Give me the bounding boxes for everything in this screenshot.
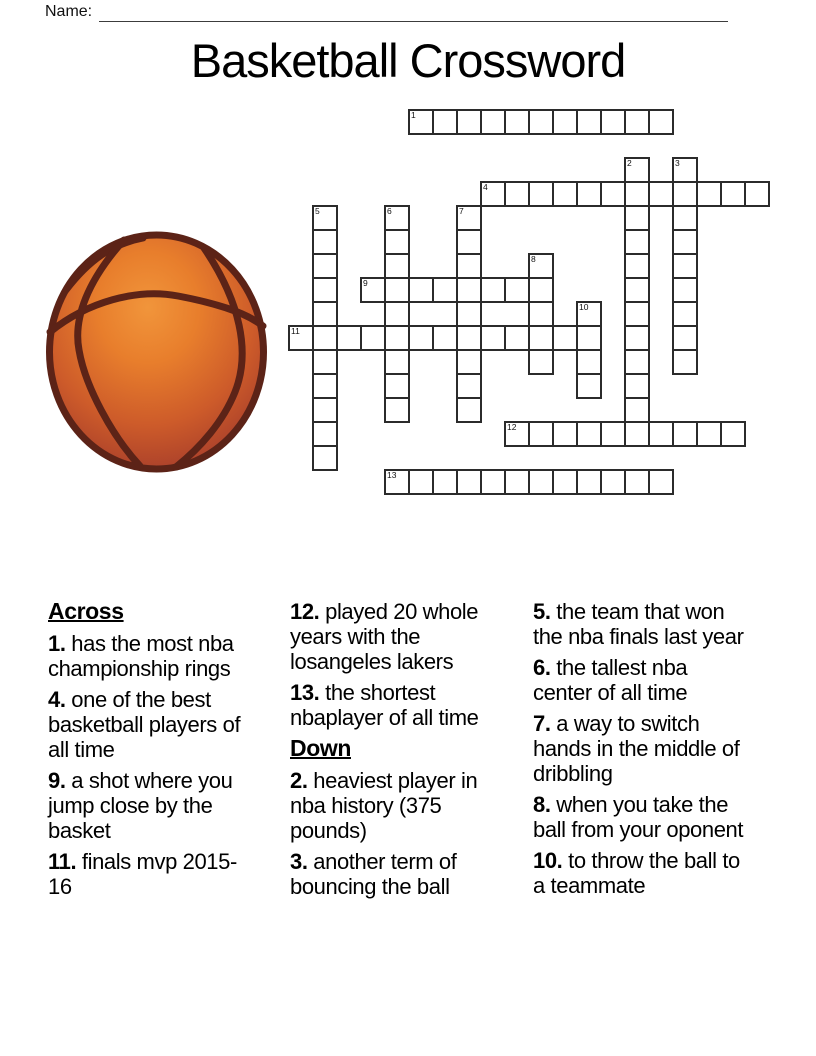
crossword-cell[interactable] — [624, 205, 650, 231]
crossword-cell[interactable] — [384, 301, 410, 327]
crossword-cell[interactable] — [408, 277, 434, 303]
crossword-cell[interactable] — [600, 181, 626, 207]
crossword-cell[interactable] — [384, 397, 410, 423]
crossword-cell[interactable] — [648, 469, 674, 495]
crossword-cell[interactable] — [624, 109, 650, 135]
grid-number-9: 9 — [363, 278, 368, 288]
crossword-cell[interactable] — [576, 181, 602, 207]
crossword-cell[interactable] — [408, 469, 434, 495]
crossword-cell[interactable] — [456, 277, 482, 303]
crossword-grid — [288, 109, 772, 497]
crossword-cell[interactable] — [312, 253, 338, 279]
crossword-cell[interactable] — [504, 277, 530, 303]
crossword-cell[interactable] — [432, 325, 458, 351]
crossword-cell[interactable] — [648, 421, 674, 447]
grid-number-6: 6 — [387, 206, 392, 216]
crossword-cell[interactable] — [552, 109, 578, 135]
crossword-cell[interactable] — [624, 325, 650, 351]
basketball-icon — [45, 231, 268, 473]
crossword-cell[interactable] — [384, 277, 410, 303]
crossword-cell[interactable] — [480, 109, 506, 135]
grid-number-2: 2 — [627, 158, 632, 168]
crossword-cell[interactable] — [648, 181, 674, 207]
grid-number-7: 7 — [459, 206, 464, 216]
crossword-cell[interactable] — [624, 277, 650, 303]
crossword-cell[interactable] — [552, 469, 578, 495]
crossword-cell[interactable] — [720, 421, 746, 447]
crossword-cell[interactable] — [360, 325, 386, 351]
crossword-cell[interactable] — [456, 349, 482, 375]
grid-number-13: 13 — [387, 470, 397, 480]
crossword-cell[interactable] — [624, 421, 650, 447]
clue-across-11: 11. finals mvp 2015-16 — [48, 849, 237, 899]
clue-number-label: 5. — [533, 599, 551, 624]
crossword-cell[interactable] — [480, 469, 506, 495]
crossword-cell[interactable] — [312, 445, 338, 471]
crossword-cell[interactable] — [384, 373, 410, 399]
crossword-cell[interactable] — [480, 325, 506, 351]
crossword-cell[interactable] — [432, 109, 458, 135]
clue-across-13: 13. the shortest nbaplayer of all time — [290, 680, 479, 730]
crossword-cell[interactable] — [552, 181, 578, 207]
crossword-cell[interactable] — [504, 325, 530, 351]
crossword-cell[interactable] — [312, 229, 338, 255]
grid-number-1: 1 — [411, 110, 416, 120]
clue-column-2 — [290, 599, 480, 905]
crossword-cell[interactable] — [648, 109, 674, 135]
page-title: Basketball Crossword — [190, 34, 626, 87]
crossword-cell[interactable] — [720, 181, 746, 207]
clue-column-3 — [533, 599, 747, 904]
clue-number-label: 10. — [533, 848, 563, 873]
clue-down-6: 6. the tallest nba center of all time — [533, 655, 688, 705]
grid-number-11: 11 — [291, 326, 300, 336]
crossword-cell[interactable] — [696, 421, 722, 447]
clue-number-label: 11. — [48, 849, 77, 874]
crossword-cell[interactable] — [576, 421, 602, 447]
crossword-cell[interactable] — [624, 373, 650, 399]
crossword-cell[interactable] — [744, 181, 770, 207]
crossword-cell[interactable] — [312, 277, 338, 303]
crossword-cell[interactable] — [552, 325, 578, 351]
crossword-cell[interactable] — [600, 421, 626, 447]
crossword-cell[interactable] — [696, 181, 722, 207]
crossword-cell[interactable] — [624, 181, 650, 207]
crossword-cell[interactable] — [624, 253, 650, 279]
clue-number-label: 9. — [48, 768, 66, 793]
crossword-cell[interactable] — [456, 301, 482, 327]
grid-number-12: 12 — [507, 422, 517, 432]
crossword-cell[interactable] — [624, 349, 650, 375]
crossword-cell[interactable] — [672, 229, 698, 255]
clue-number-label: 3. — [290, 849, 308, 874]
clue-number-label: 13. — [290, 680, 320, 705]
crossword-cell[interactable] — [456, 469, 482, 495]
crossword-cell[interactable] — [432, 277, 458, 303]
crossword-cell[interactable] — [552, 421, 578, 447]
crossword-cell[interactable] — [528, 325, 554, 351]
crossword-cell[interactable] — [672, 349, 698, 375]
crossword-cell[interactable] — [528, 469, 554, 495]
crossword-cell[interactable] — [672, 421, 698, 447]
clue-column-1 — [48, 599, 255, 905]
crossword-cell[interactable] — [456, 325, 482, 351]
crossword-cell[interactable] — [528, 301, 554, 327]
crossword-cell[interactable] — [672, 301, 698, 327]
crossword-cell[interactable] — [624, 469, 650, 495]
crossword-cell[interactable] — [456, 109, 482, 135]
down-heading: Down — [290, 735, 351, 761]
crossword-cell[interactable] — [672, 253, 698, 279]
crossword-cell[interactable] — [432, 469, 458, 495]
crossword-cell[interactable] — [504, 181, 530, 207]
crossword-cell[interactable] — [456, 397, 482, 423]
crossword-cell[interactable] — [384, 325, 410, 351]
crossword-cell[interactable] — [312, 301, 338, 327]
crossword-cell[interactable] — [576, 469, 602, 495]
clue-down-2: 2. heaviest player in nba history (375 pounds) — [290, 768, 478, 843]
crossword-cell[interactable] — [672, 181, 698, 207]
crossword-cell[interactable] — [576, 349, 602, 375]
clue-down-8: 8. when you take the ball from your oponent — [533, 792, 744, 842]
crossword-cell[interactable] — [528, 181, 554, 207]
crossword-cell[interactable] — [504, 109, 530, 135]
clue-number-label: 1. — [48, 631, 66, 656]
crossword-cell[interactable] — [528, 349, 554, 375]
clue-number-label: 6. — [533, 655, 551, 680]
crossword-cell[interactable] — [672, 205, 698, 231]
basketball-image — [45, 231, 268, 473]
crossword-cell[interactable] — [384, 229, 410, 255]
crossword-cell[interactable] — [312, 349, 338, 375]
crossword-cell[interactable] — [456, 253, 482, 279]
name-label: Name: — [45, 3, 93, 20]
crossword-cell[interactable] — [384, 349, 410, 375]
grid-number-4: 4 — [483, 182, 488, 192]
crossword-cell[interactable] — [312, 373, 338, 399]
clue-across-12: 12. played 20 whole years with the losangeles lakers — [290, 599, 479, 674]
clue-across-4: 4. one of the best basketball players of all time — [48, 687, 241, 762]
crossword-cell[interactable] — [384, 253, 410, 279]
crossword-cell[interactable] — [312, 397, 338, 423]
crossword-cell[interactable] — [336, 325, 362, 351]
crossword-cell[interactable] — [312, 421, 338, 447]
clue-number-label: 8. — [533, 792, 551, 817]
clue-number-label: 12. — [290, 599, 320, 624]
grid-number-5: 5 — [315, 206, 320, 216]
crossword-cell[interactable] — [576, 373, 602, 399]
clue-number-label: 2. — [290, 768, 308, 793]
crossword-cell[interactable] — [576, 325, 602, 351]
crossword-cell[interactable] — [576, 109, 602, 135]
clue-down-7: 7. a way to switch hands in the middle of dribbling — [533, 711, 740, 786]
crossword-cell[interactable] — [672, 277, 698, 303]
grid-number-10: 10 — [579, 302, 589, 312]
clue-across-9: 9. a shot where you jump close by the basket — [48, 768, 233, 843]
clue-down-3: 3. another term of bouncing the ball — [290, 849, 457, 899]
crossword-cell[interactable] — [504, 469, 530, 495]
grid-number-8: 8 — [531, 254, 536, 264]
crossword-cell[interactable] — [624, 397, 650, 423]
crossword-cell[interactable] — [312, 325, 338, 351]
crossword-cell[interactable] — [600, 109, 626, 135]
crossword-cell[interactable] — [528, 421, 554, 447]
crossword-cell[interactable] — [456, 373, 482, 399]
crossword-cell[interactable] — [624, 229, 650, 255]
crossword-cell[interactable] — [528, 277, 554, 303]
crossword-cell[interactable] — [624, 301, 650, 327]
clue-down-5: 5. the team that won the nba finals last year — [533, 599, 744, 649]
crossword-cell[interactable] — [528, 109, 554, 135]
clue-across-1: 1. has the most nba championship rings — [48, 631, 234, 681]
grid-number-3: 3 — [675, 158, 680, 168]
crossword-cell[interactable] — [672, 325, 698, 351]
clue-number-label: 7. — [533, 711, 551, 736]
crossword-cell[interactable] — [480, 277, 506, 303]
name-line[interactable] — [99, 1, 728, 22]
crossword-cell[interactable] — [456, 229, 482, 255]
crossword-cell[interactable] — [408, 325, 434, 351]
across-heading: Across — [48, 598, 124, 624]
crossword-cell[interactable] — [600, 469, 626, 495]
clue-down-10: 10. to throw the ball to a teammate — [533, 848, 740, 898]
clue-number-label: 4. — [48, 687, 66, 712]
